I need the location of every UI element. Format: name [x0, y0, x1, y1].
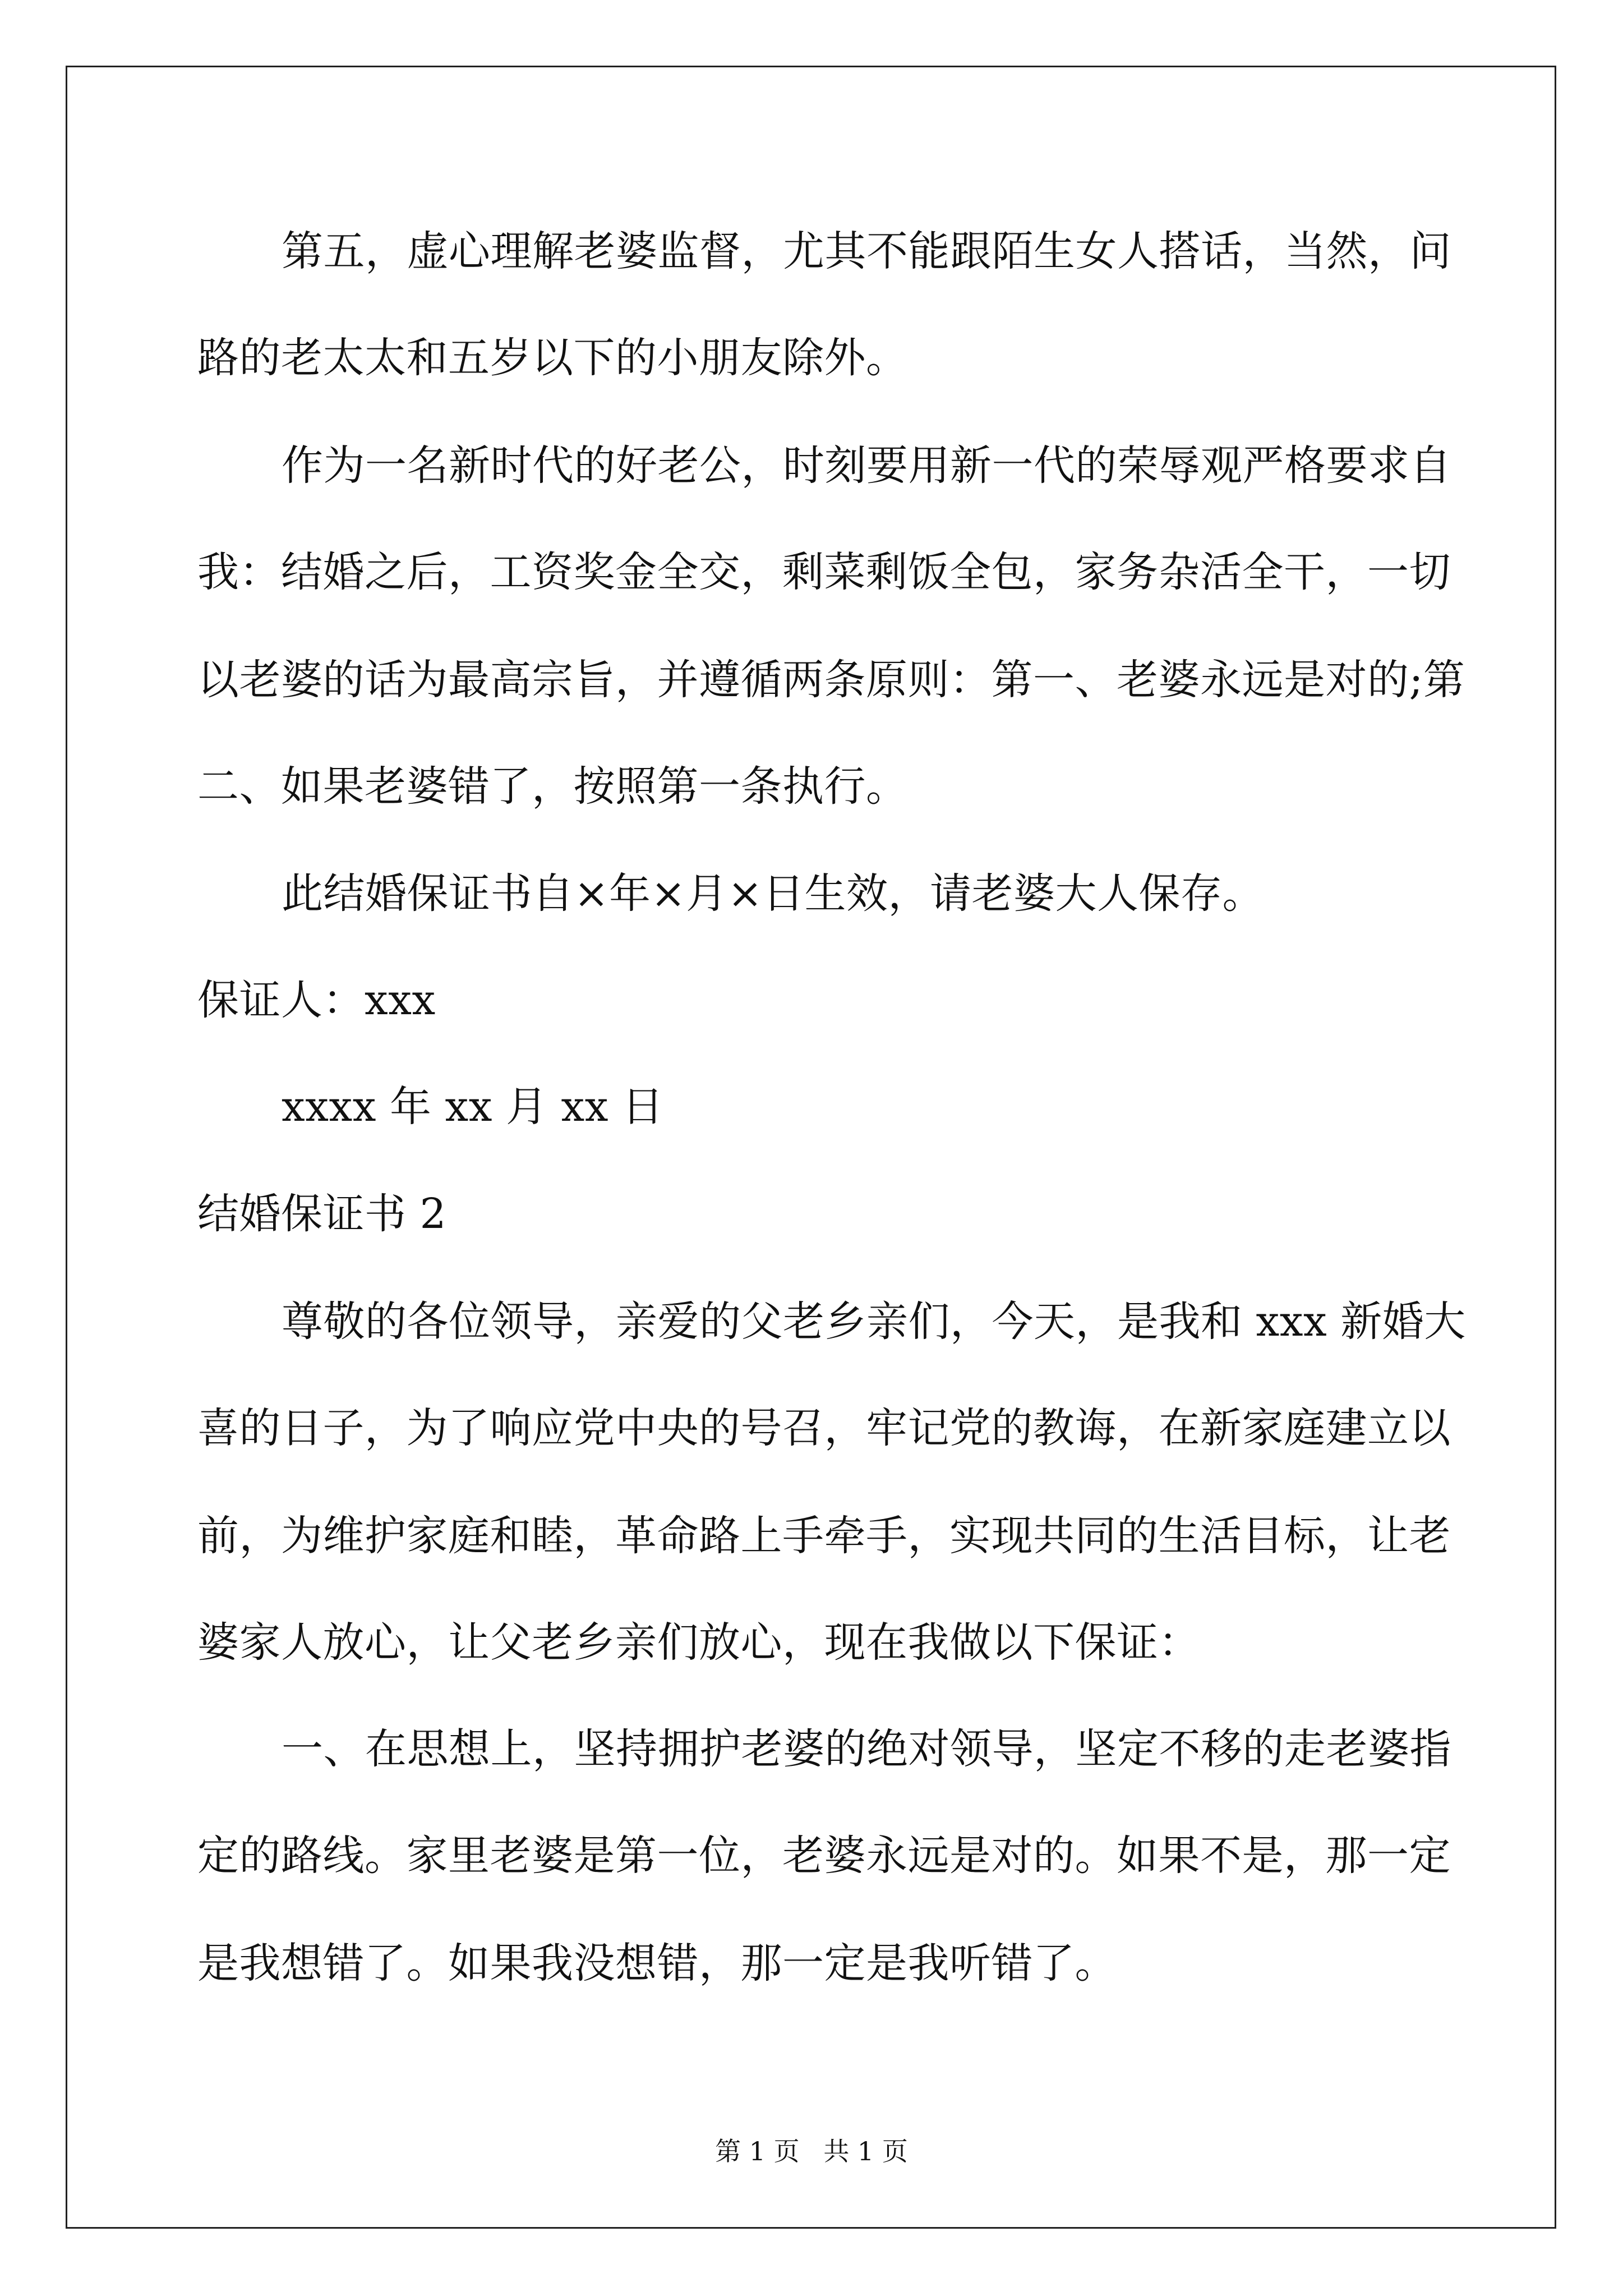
page-footer — [0, 2134, 1623, 2168]
page-total: 共 1 页 — [823, 2136, 908, 2166]
paragraph-line: 二、如果老婆错了，按照第一条执行。 — [197, 762, 908, 811]
paragraph-line: 前，为维护家庭和睦，革命路上手牵手，实现共同的生活目标，让老 — [197, 1512, 1451, 1560]
paragraph-line: 第五，虚心理解老婆监督，尤其不能跟陌生女人搭话，当然，问 — [282, 227, 1451, 275]
paragraph-line: 以老婆的话为最高宗旨，并遵循两条原则：第一、老婆永远是对的;第 — [197, 656, 1465, 704]
page-number: 第 1 页 — [715, 2136, 800, 2166]
signature-line: 保证人：xxx — [197, 976, 436, 1024]
paragraph-line: 尊敬的各位领导，亲爱的父老乡亲们，今天，是我和 xxx 新婚大 — [282, 1297, 1466, 1346]
paragraph-line: 路的老太太和五岁以下的小朋友除外。 — [197, 334, 908, 382]
page-border — [66, 66, 1556, 2229]
paragraph-line: 一、在思想上，坚持拥护老婆的绝对领导，坚定不移的走老婆指 — [282, 1725, 1451, 1773]
paragraph-line: 我：结婚之后，工资奖金全交，剩菜剩饭全包，家务杂活全干，一切 — [197, 548, 1451, 596]
paragraph-line: 婆家人放心，让父老乡亲们放心，现在我做以下保证： — [197, 1618, 1200, 1667]
paragraph-line: 喜的日子，为了响应党中央的号召，牢记党的教诲，在新家庭建立以 — [197, 1404, 1451, 1452]
paragraph-line: 是我想错了。如果我没想错，那一定是我听错了。 — [197, 1939, 1117, 1987]
paragraph-line: 此结婚保证书自×年×月×日生效，请老婆大人保存。 — [282, 869, 1265, 918]
paragraph-line: 定的路线。家里老婆是第一位，老婆永远是对的。如果不是，那一定 — [197, 1832, 1451, 1880]
paragraph-line: 作为一名新时代的好老公，时刻要用新一代的荣辱观严格要求自 — [282, 441, 1451, 490]
date-line: xxxx 年 xx 月 xx 日 — [282, 1083, 664, 1131]
section-title: 结婚保证书 2 — [197, 1190, 447, 1238]
